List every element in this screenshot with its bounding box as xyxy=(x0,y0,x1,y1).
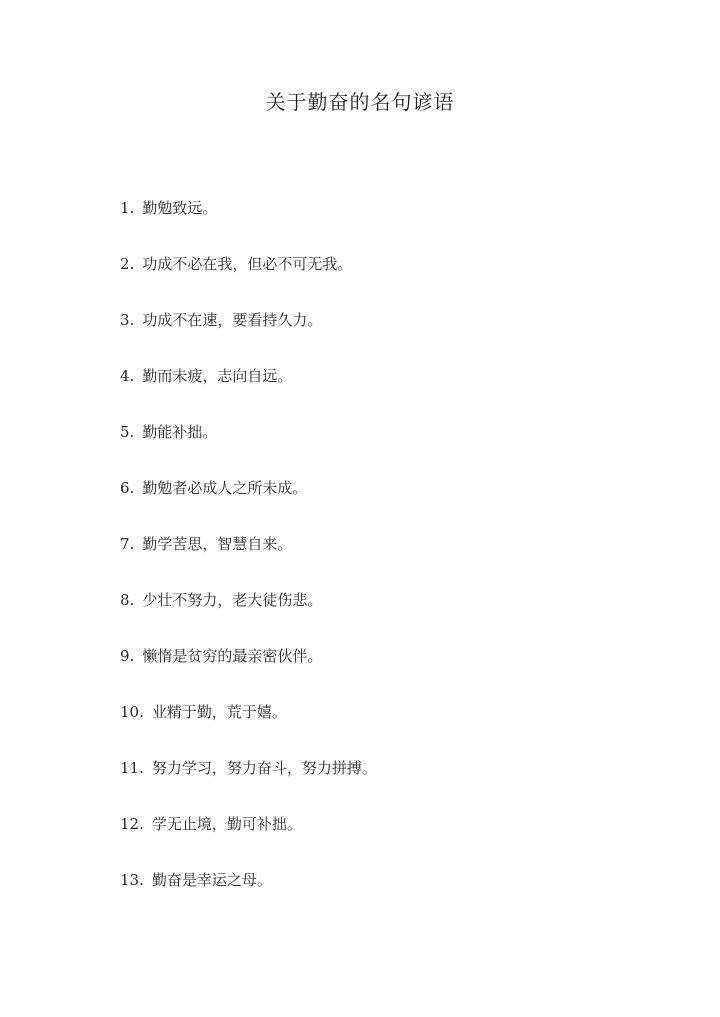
list-item-text: 勤勉者必成人之所未成。 xyxy=(142,479,308,497)
list-item xyxy=(120,642,377,698)
list-item-text: 学无止境，勤可补拙。 xyxy=(151,815,302,833)
list-item xyxy=(120,810,377,866)
list-item-number: 6. xyxy=(120,479,135,497)
list-item-number: 8. xyxy=(120,591,135,609)
list-item xyxy=(120,362,377,418)
list-item-text: 功成不必在我，但必不可无我。 xyxy=(142,255,353,273)
list-item-number: 13. xyxy=(120,871,144,889)
quote-list xyxy=(120,194,377,922)
list-item xyxy=(120,586,377,642)
list-item-text: 懒惰是贫穷的最亲密伙伴。 xyxy=(142,647,323,665)
list-item-number: 12. xyxy=(120,815,144,833)
list-item-text: 功成不在速，要看持久力。 xyxy=(142,311,323,329)
list-item xyxy=(120,698,377,754)
list-item-number: 10. xyxy=(120,703,144,721)
list-item-text: 努力学习，努力奋斗，努力拼搏。 xyxy=(151,759,377,777)
list-item-number: 1. xyxy=(120,199,135,217)
list-item-text: 业精于勤，荒于嬉。 xyxy=(151,703,287,721)
list-item xyxy=(120,754,377,810)
list-item-number: 5. xyxy=(120,423,135,441)
list-item xyxy=(120,306,377,362)
list-item-text: 少壮不努力，老大徒伤悲。 xyxy=(142,591,323,609)
list-item xyxy=(120,194,377,250)
list-item-text: 勤勉致远。 xyxy=(142,199,218,217)
page-title: 关于勤奋的名句谚语 xyxy=(265,90,455,114)
list-item xyxy=(120,418,377,474)
list-item-number: 3. xyxy=(120,311,135,329)
list-item-text: 勤而未疲，志向自远。 xyxy=(142,367,293,385)
list-item-number: 4. xyxy=(120,367,135,385)
list-item-number: 7. xyxy=(120,535,135,553)
list-item xyxy=(120,530,377,586)
list-item-text: 勤能补拙。 xyxy=(142,423,218,441)
list-item-number: 11. xyxy=(120,759,144,777)
list-item-number: 2. xyxy=(120,255,135,273)
list-item xyxy=(120,250,377,306)
list-item xyxy=(120,474,377,530)
list-item xyxy=(120,866,377,922)
list-item-text: 勤奋是幸运之母。 xyxy=(151,871,272,889)
list-item-number: 9. xyxy=(120,647,135,665)
list-item-text: 勤学苦思，智慧自来。 xyxy=(142,535,293,553)
